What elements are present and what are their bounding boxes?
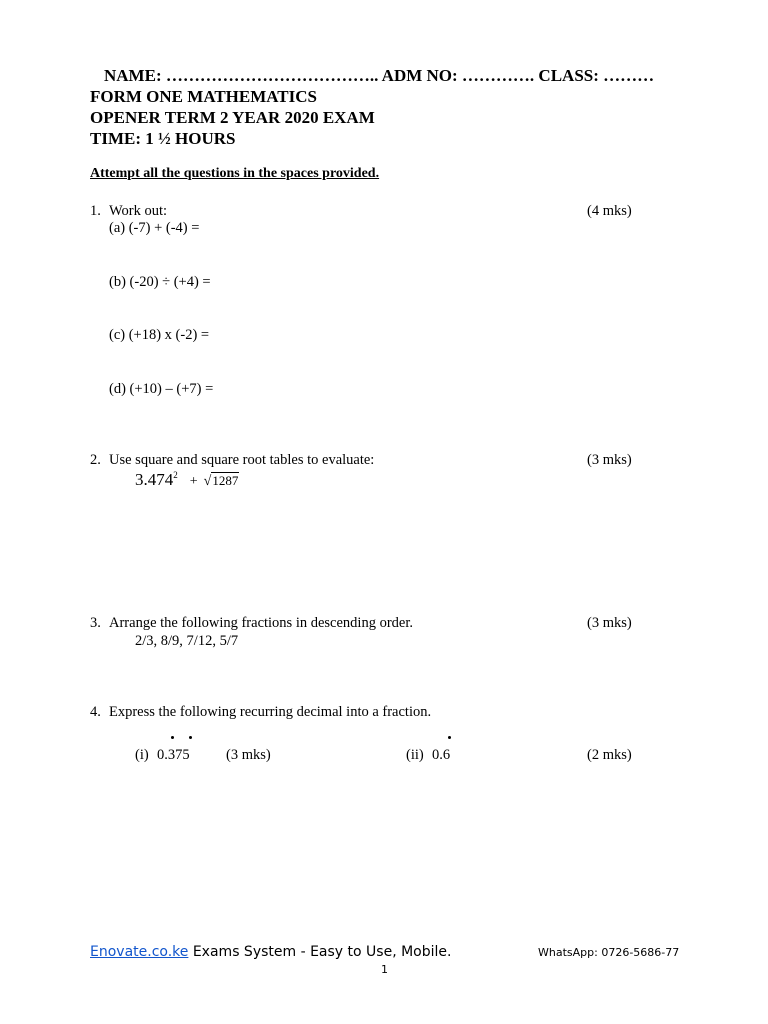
expression-plus: + [189,474,198,489]
recurring-dot-icon [171,736,174,739]
question-2-expression [135,470,239,490]
question-1d: (d) (+10) – (+7) = [109,381,214,397]
question-3-fractions: 2/3, 8/9, 7/12, 5/7 [135,633,239,649]
question-1c: (c) (+18) x (-2) = [109,327,210,343]
question-1a: (a) (-7) + (-4) = [109,220,200,236]
expression-base: 3.474 [135,470,174,489]
footer-whatsapp: WhatsApp: 0726-5686-77 [538,946,680,959]
question-3-marks: (3 mks) [587,615,632,631]
question-2-marks: (3 mks) [587,452,632,468]
footer-text: Exams System - Easy to Use, Mobile. [188,944,452,960]
question-1-marks: (4 mks) [587,203,632,219]
question-2-text: Use square and square root tables to evaluate: [109,452,375,468]
question-1-text: Work out: [109,203,168,219]
instructions: Attempt all the questions in the spaces provided. [90,166,380,181]
recurring-dot-icon [189,736,192,739]
exam-title: OPENER TERM 2 YEAR 2020 EXAM [90,108,375,127]
question-1-number: 1. [90,203,101,219]
question-4-text: Express the following recurring decimal into a fraction. [109,704,432,720]
expression-radicand: 1287 [212,473,239,488]
student-details-line: NAME: ……………………………….. ADM NO: …………. CLASS: ……… [104,66,655,85]
question-4i-label: (i) [135,747,149,763]
exam-time: TIME: 1 ½ HOURS [90,129,236,148]
question-4i-value: 0.375 [157,747,190,763]
recurring-dot-icon [448,736,451,739]
question-4i-marks: (3 mks) [226,747,271,763]
footer-branding [90,943,451,961]
question-4ii-label: (ii) [406,747,424,763]
question-1b: (b) (-20) ÷ (+4) = [109,274,211,290]
question-3-number: 3. [90,615,101,631]
footer-link[interactable]: Enovate.co.ke [90,944,189,960]
question-2-number: 2. [90,452,101,468]
question-3-text: Arrange the following fractions in descending order. [109,615,414,631]
page-number: 1 [381,963,388,976]
question-4-number: 4. [90,704,101,720]
subject-title: FORM ONE MATHEMATICS [90,87,317,106]
square-root-icon: √ [203,474,212,489]
question-4ii-value: 0.6 [432,747,451,763]
question-4ii-marks: (2 mks) [587,747,632,763]
expression-exponent: 2 [173,470,178,480]
